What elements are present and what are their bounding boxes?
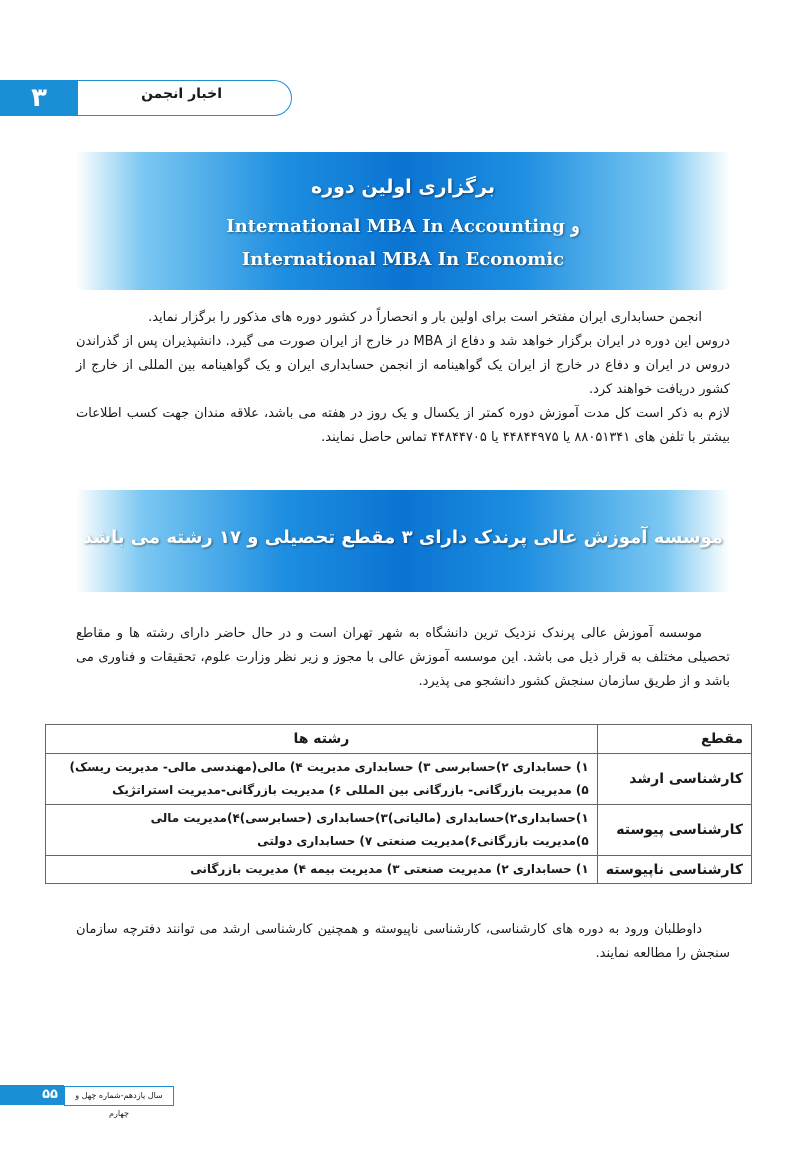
footer-issue: سال یازدهم-شماره چهل و چهارم <box>64 1086 174 1106</box>
paragraph: موسسه آموزش عالی پرندک نزدیک ترین دانشگاه به شهر تهران است و در حال حاضر دارای رشته ها و مقاطع تحصیلی مختلف به قرار ذیل می باشد. این موسسه آموزش عالی با مجوز و زیر نظر وزارت علوم، تحقیقات و فناوری می باشد و از طریق سازمان سنجش کشور دانشجو می پذیرد. <box>76 626 730 689</box>
parandak-description <box>76 622 730 694</box>
banner-parandak-title: موسسه آموزش عالی پرندک دارای ۳ مقطع تحصیلی و ۱۷ رشته می باشد <box>82 527 724 548</box>
fields-line: ۵)مدیریت بازرگانی۶)مدیریت صنعتی ۷) حسابداری دولتی <box>257 834 589 848</box>
fields-line: ۵) مدیریت بازرگانی- بازرگانی بین المللی ۶) مدیریت بازرگانی-مدیریت استراتژیک <box>112 783 589 797</box>
column-header-fields: رشته ها <box>46 725 598 754</box>
section-number: ۳ <box>0 80 78 116</box>
degree-level: کارشناسی ناپیوسته <box>597 856 751 884</box>
banner-parandak <box>76 490 730 592</box>
table-row <box>46 856 752 884</box>
degree-level: کارشناسی پیوسته <box>597 805 751 856</box>
column-header-level: مقطع <box>597 725 751 754</box>
section-title: اخبار انجمن <box>141 86 222 102</box>
banner-mba-title: برگزاری اولین دوره <box>311 176 495 198</box>
table-header-row <box>46 725 752 754</box>
degree-fields <box>46 856 598 884</box>
banner-mba-line2: International MBA In Accounting و <box>226 216 580 237</box>
applicants-note <box>76 918 730 966</box>
paragraph: انجمن حسابداری ایران مفتخر است برای اولین بار و انحصاراً در کشور دوره های مذکور را برگزار نماید. <box>148 310 702 325</box>
degree-level: کارشناسی ارشد <box>597 754 751 805</box>
degree-fields <box>46 805 598 856</box>
banner-mba-line3: International MBA In Economic <box>241 249 565 270</box>
paragraph: دروس این دوره در ایران برگزار خواهد شد و دفاع از MBA در خارج از ایران صورت می گیرد. دانشپذیران پس از گذراندن دروس در ایران و دفاع در خارج از ایران یک گواهینامه از انجمن حسابداری ایران و یک گواهینامه بین المللی از خارج از کشور دریافت خواهند کرد. <box>76 334 730 397</box>
table-row <box>46 805 752 856</box>
table-row <box>46 754 752 805</box>
fields-line: ۱) حسابداری ۲)حسابرسی ۳) حسابداری مدیریت ۴) مالی(مهندسی مالی- مدیریت ریسک) <box>69 760 589 774</box>
banner-mba <box>76 152 730 290</box>
paragraph: داوطلبان ورود به دوره های کارشناسی، کارشناسی ناپیوسته و همچنین کارشناسی ارشد می توانند دفترچه سازمان سنجش را مطالعه نمایند. <box>76 922 730 961</box>
programs-table <box>45 724 752 884</box>
fields-line: ۱) حسابداری ۲) مدیریت صنعتی ۳) مدیریت بیمه ۴) مدیریت بازرگانی <box>190 862 589 876</box>
mba-announcement <box>76 306 730 450</box>
footer-page-number: ۵۵ <box>0 1085 64 1105</box>
paragraph: لازم به ذکر است کل مدت آموزش دوره کمتر از یکسال و یک روز در هفته می باشد، علاقه مندان جهت کسب اطلاعات بیشتر با تلفن های ۸۸۰۵۱۳۴۱ یا ۴۴۸۴۴۹۷۵ یا ۴۴۸۴۴۷۰۵ تماس حاصل نمایند. <box>76 406 730 445</box>
degree-fields <box>46 754 598 805</box>
fields-line: ۱)حسابداری۲)حسابداری (مالیاتی)۳)حسابداری (حسابرسی)۴)مدیریت مالی <box>150 811 589 825</box>
